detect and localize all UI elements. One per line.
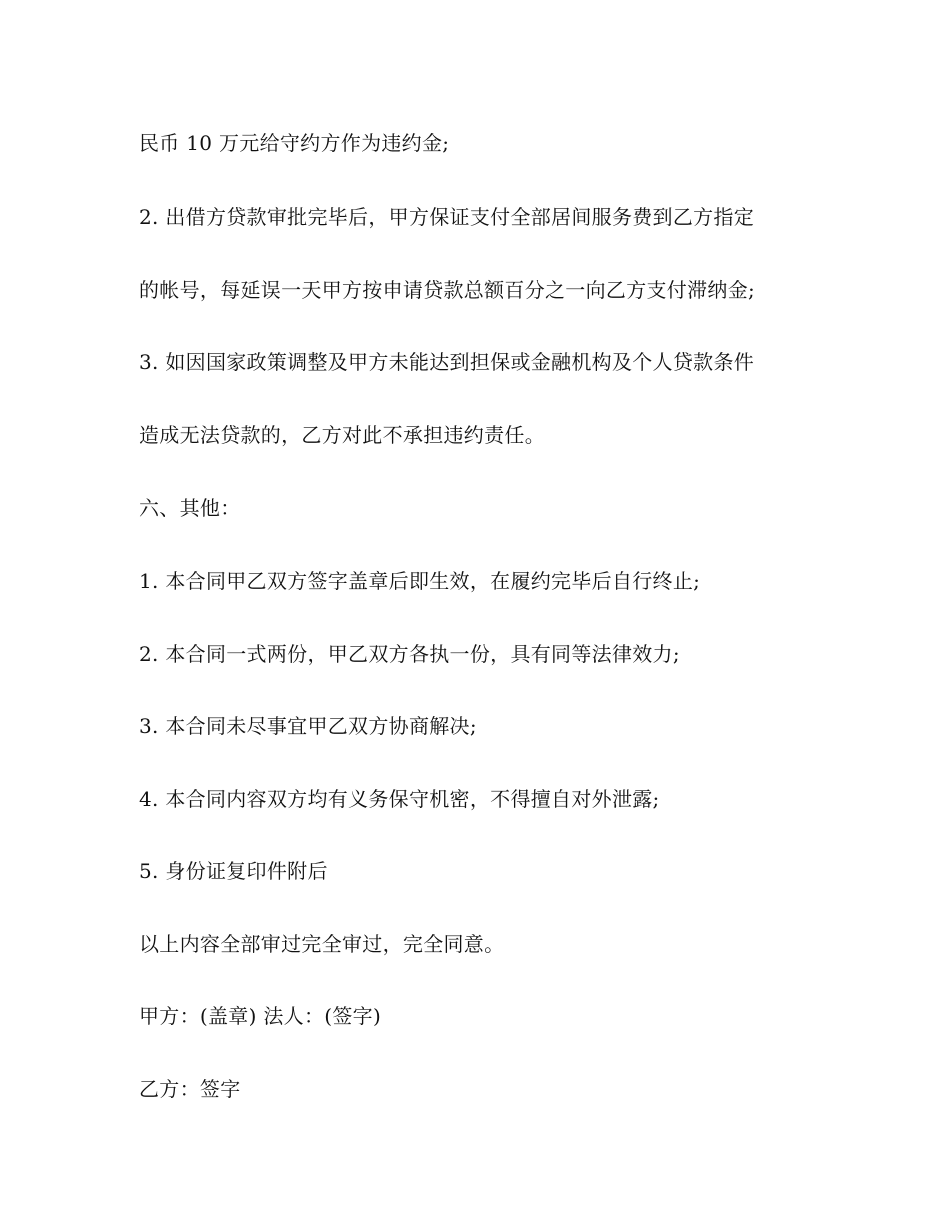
text-line: 3. 本合同未尽事宜甲乙双方协商解决; bbox=[139, 714, 477, 738]
section-heading: 六、其他： bbox=[139, 496, 241, 520]
text-line: 2. 本合同一式两份，甲乙双方各执一份，具有同等法律效力; bbox=[139, 642, 680, 666]
signature-line-party-a: 甲方：(盖章) 法人：(签字) bbox=[139, 1004, 382, 1028]
text-line: 2. 出借方贷款审批完毕后，甲方保证支付全部居间服务费到乙方指定 bbox=[139, 205, 755, 229]
text-line: 以上内容全部审过完全审过，完全同意。 bbox=[139, 932, 505, 956]
text-line: 造成无法贷款的，乙方对此不承担违约责任。 bbox=[139, 423, 545, 447]
text-line: 3. 如因国家政策调整及甲方未能达到担保或金融机构及个人贷款条件 bbox=[139, 350, 755, 374]
text-line: 5. 身份证复印件附后 bbox=[139, 859, 328, 883]
text-line: 的帐号，每延误一天甲方按申请贷款总额百分之一向乙方支付滞纳金; bbox=[139, 278, 756, 302]
text-line: 1. 本合同甲乙双方签字盖章后即生效，在履约完毕后自行终止; bbox=[139, 569, 701, 593]
text-line: 民币 10 万元给守约方作为违约金; bbox=[139, 131, 450, 155]
signature-line-party-b: 乙方：签字 bbox=[139, 1077, 241, 1101]
text-line: 4. 本合同内容双方均有义务保守机密，不得擅自对外泄露; bbox=[139, 787, 660, 811]
